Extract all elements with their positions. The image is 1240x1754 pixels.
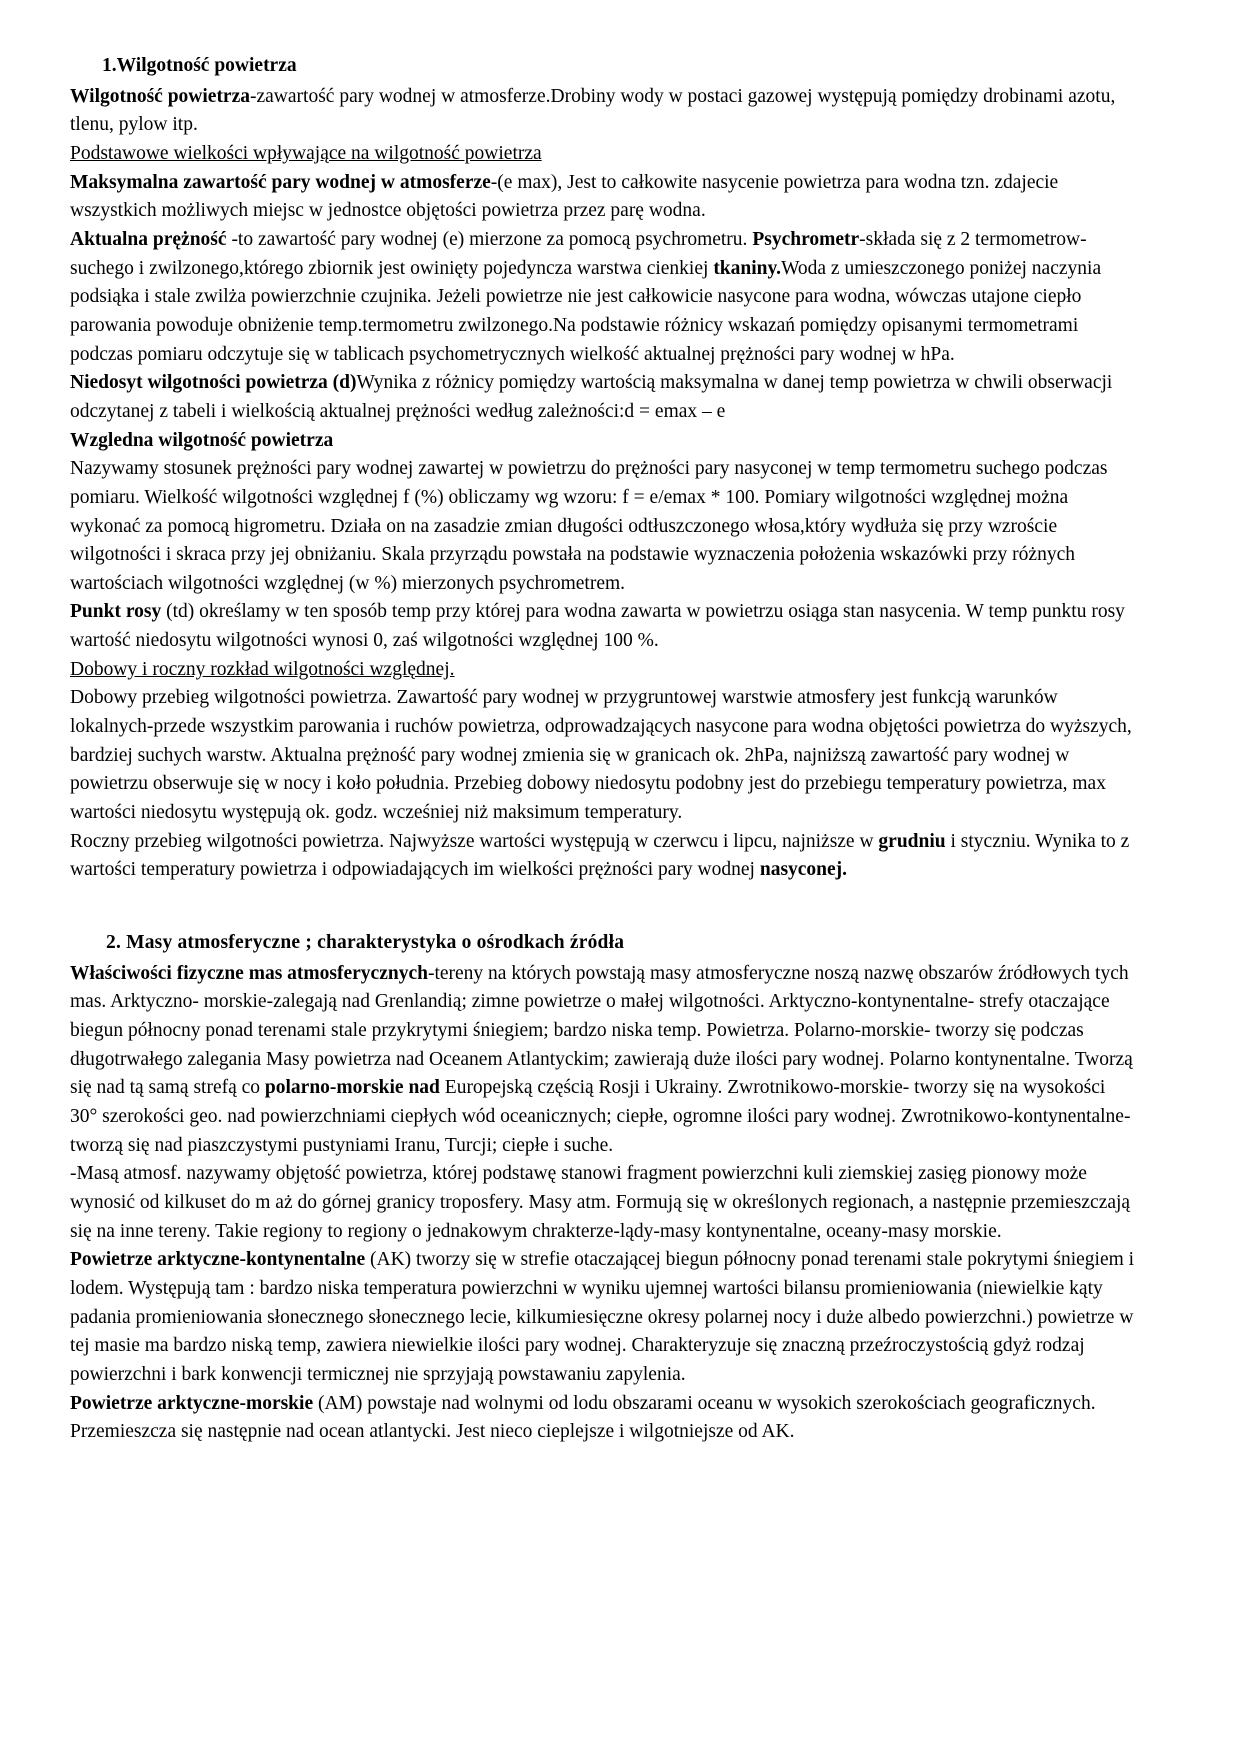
section-1-paragraph [70, 140, 1136, 169]
section-1-content [70, 83, 1136, 885]
section-1-text-run: Dobowy przebieg wilgotności powietrza. Zawartość pary wodnej w przygruntowej warstwie atmosfery jest funkcją warunków lokalnych-przede wszystkim parowania i ruchów powietrza, odprowadzających nasycone para wodna objętości powietrza do wyższych, bardziej suchych warstw. Aktualna prężność pary wodnej zmienia się w granicach ok. 2hPa, najniższą zawartość pary wodnej w powietrzu obserwuje się w nocy i koło południa. Przebieg dobowy niedosytu podobny jest do przebiegu temperatury powietrza, max wartości niedosytu występują ok. godz. wcześniej niż maksimum temperatury. [70, 687, 1132, 824]
section-gap [70, 885, 1136, 929]
section-1-paragraph [70, 656, 1136, 685]
section-1-text-run: i styczniu. Wynika to z wartości temperatury powietrza i odpowiadających im wielkości prężności pary wodnej [70, 830, 1130, 881]
section-1-text-run: (td) określamy w ten sposób temp przy której para wodna zawarta w powietrzu osiąga stan nasycenia. W temp punktu rosy wartość niedosytu wilgotności wynosi 0, zaś wilgotności względnej 100 %. [70, 601, 1125, 652]
section-2-text-run: -tereny na których powstają masy atmosferyczne noszą nazwę obszarów źródłowych tych mas. Arktyczno- morskie-zalegają nad Grenlandią; zimne powietrze o małej wilgotności. Arktyczno-kontynentalne- strefy otaczające biegun północny ponad terenami stale przykrytymi śniegiem; bardzo niska temp. Powietrza. Polarno-morskie- tworzy się podczas długotrwałego zalegania Masy powietrza nad Oceanem Atlantyckim; zawierają duże ilości pary wodnej. Polarno kontynentalne. Tworzą się nad tą samą strefą co [70, 962, 1133, 1099]
section-1 [70, 52, 1136, 885]
section-1-paragraph [70, 83, 1136, 140]
section-2-text-run: (AM) powstaje nad wolnymi od lodu obszarami oceanu w wysokich szerokościach geograficznych. Przemieszcza się następnie nad ocean atlantycki. Jest nieco cieplejsze i wilgotniejsze od AK. [70, 1392, 1096, 1443]
section-2-paragraph [70, 960, 1136, 1161]
section-1-text-run: Roczny przebieg wilgotności powietrza. Najwyższe wartości występują w czerwcu i lipcu, najniższe w [70, 830, 879, 852]
section-1-paragraph [70, 455, 1136, 598]
section-2-content [70, 960, 1136, 1447]
section-1-text-run: Woda z umieszczonego poniżej naczynia podsiąka i stale zwilża powierzchnie czujnika. Jeżeli powietrze nie jest całkowicie nasycone para wodna, wówczas utajone ciepło parowania powoduje obniżenie temp.termometru zwilzonego.Na podstawie różnicy wskazań pomiędzy opisanymi termometrami podczas pomiaru odczytuje się w tablicach psychometrycznych wielkość aktualnej prężności pary wodnej w hPa. [70, 257, 1102, 365]
section-1-paragraph [70, 169, 1136, 226]
section-1-paragraph [70, 427, 1136, 456]
section-2-paragraph [70, 1160, 1136, 1246]
section-2-text-run: -Masą atmosf. nazywamy objętość powietrza, której podstawę stanowi fragment powierzchni kuli ziemskiej zasięg pionowy może wynosić od kilkuset do m aż do górnej granicy troposfery. Masy atm. Formują się w określonych regionach, a następnie przemieszczają się na inne tereny. Takie regiony to regiony o jednakowym chrakterze-lądy-masy kontynentalne, oceany-masy morskie. [70, 1163, 1131, 1242]
section-1-text-run: Dobowy i roczny rozkład wilgotności względnej. [70, 658, 455, 680]
section-2 [70, 929, 1136, 1447]
section-2-text-run: polarno-morskie nad [264, 1077, 440, 1099]
section-1-heading: 1.Wilgotność powietrza [102, 55, 297, 76]
document-body [70, 52, 1136, 1447]
section-1-text-run: Podstawowe wielkości wpływające na wilgotność powietrza [70, 142, 542, 164]
section-1-text-run: Psychrometr [752, 228, 860, 250]
section-2-text-run: Europejską częścią Rosji i Ukrainy. Zwrotnikowo-morskie- tworzy się na wysokości 30° szerokości geo. nad powierzchniami ciepłych wód oceanicznych; ciepłe, ogromne ilości pary wodnej. Zwrotnikowo-kontynentalne-tworzą się nad piaszczystymi pustyniami Iranu, Turcji; ciepłe i suche. [70, 1077, 1131, 1156]
section-2-paragraph [70, 1246, 1136, 1389]
section-1-text-run: Nazywamy stosunek prężności pary wodnej zawartej w powietrzu do prężności pary nasyconej w temp termometru suchego podczas pomiaru. Wielkość wilgotności względnej f (%) obliczamy wg wzoru: f = e/emax * 100. Pomiary wilgotności względnej można wykonać za pomocą higrometru. Działa on na zasadzie zmian długości odtłuszczonego włosa,który wydłuża się przy wzroście wilgotności i skraca przy jej obniżaniu. Skala przyrządu powstała na podstawie wyznaczenia położenia wskazówki przy różnych wartościach wilgotności względnej (w %) mierzonych psychrometrem. [70, 458, 1108, 594]
section-1-text-run: Maksymalna zawartość pary wodnej w atmosferze [70, 171, 491, 193]
section-1-text-run: -zawartość pary wodnej w atmosferze.Drobiny wody w postaci gazowej występują pomiędzy drobinami azotu, tlenu, pylow itp. [70, 85, 1116, 136]
section-1-text-run: -to zawartość pary wodnej (e) mierzone za pomocą psychrometru. [226, 228, 753, 250]
section-1-text-run: nasyconej. [759, 859, 848, 881]
section-1-text-run: tkaniny. [713, 257, 782, 279]
section-2-text-run: Właściwości fizyczne mas atmosferycznych [70, 962, 428, 984]
section-1-text-run: grudniu [878, 830, 946, 852]
section-2-text-run: Powietrze arktyczne-kontynentalne [70, 1249, 366, 1271]
section-1-text-run: -składa się z 2 termometrow-suchego i zwilzonego,którego zbiornik jest owinięty pojedyncza warstwa cienkiej [70, 228, 1087, 279]
section-1-text-run: Wynika z różnicy pomiędzy wartością maksymalna w danej temp powietrza w chwili obserwacji odczytanej z tabeli i wielkością aktualnej prężności według zależności:d = emax – e [70, 372, 1113, 422]
section-1-text-run: Niedosyt wilgotności powietrza (d) [70, 372, 357, 394]
section-1-paragraph [70, 369, 1136, 426]
section-1-paragraph [70, 684, 1136, 827]
section-1-text-run: Punkt rosy [70, 601, 162, 623]
section-2-text-run: (AK) tworzy się w strefie otaczającej biegun północny ponad terenami stale pokrytymi śniegiem i lodem. Występują tam : bardzo niska temperatura powierzchni w wyniku ujemnej wartości bilansu promieniowania (niewielkie kąty padania promieniowania słonecznego słonecznego lecie, kilkumiesięczne okresy polarnej nocy i duże albedo powierzchni.) powietrze w tej masie ma bardzo niską temp, zawiera niewielkie ilości pary wodnej. Charakteryzuje się znaczną przeźroczystością gdyż rodzaj powierzchni i bark konwencji termicznej nie sprzyjają powstawaniu zapylenia. [70, 1249, 1135, 1385]
section-1-text-run: Wzgledna wilgotność powietrza [70, 429, 334, 451]
section-1-paragraph [70, 828, 1136, 885]
section-1-paragraph [70, 226, 1136, 369]
section-1-text-run: Aktualna prężność [70, 228, 227, 250]
section-2-paragraph [70, 1390, 1136, 1447]
section-2-text-run: Powietrze arktyczne-morskie [70, 1392, 314, 1414]
section-1-text-run: -(e max), Jest to całkowite nasycenie powietrza para wodna tzn. zdajecie wszystkich możliwych miejsc w jednostce objętości powietrza przez parę wodna. [70, 171, 1059, 222]
section-1-paragraph [70, 598, 1136, 655]
section-2-heading: 2. Masy atmosferyczne ; charakterystyka o ośrodkach źródła [106, 932, 625, 954]
section-1-text-run: Wilgotność powietrza [70, 85, 250, 107]
